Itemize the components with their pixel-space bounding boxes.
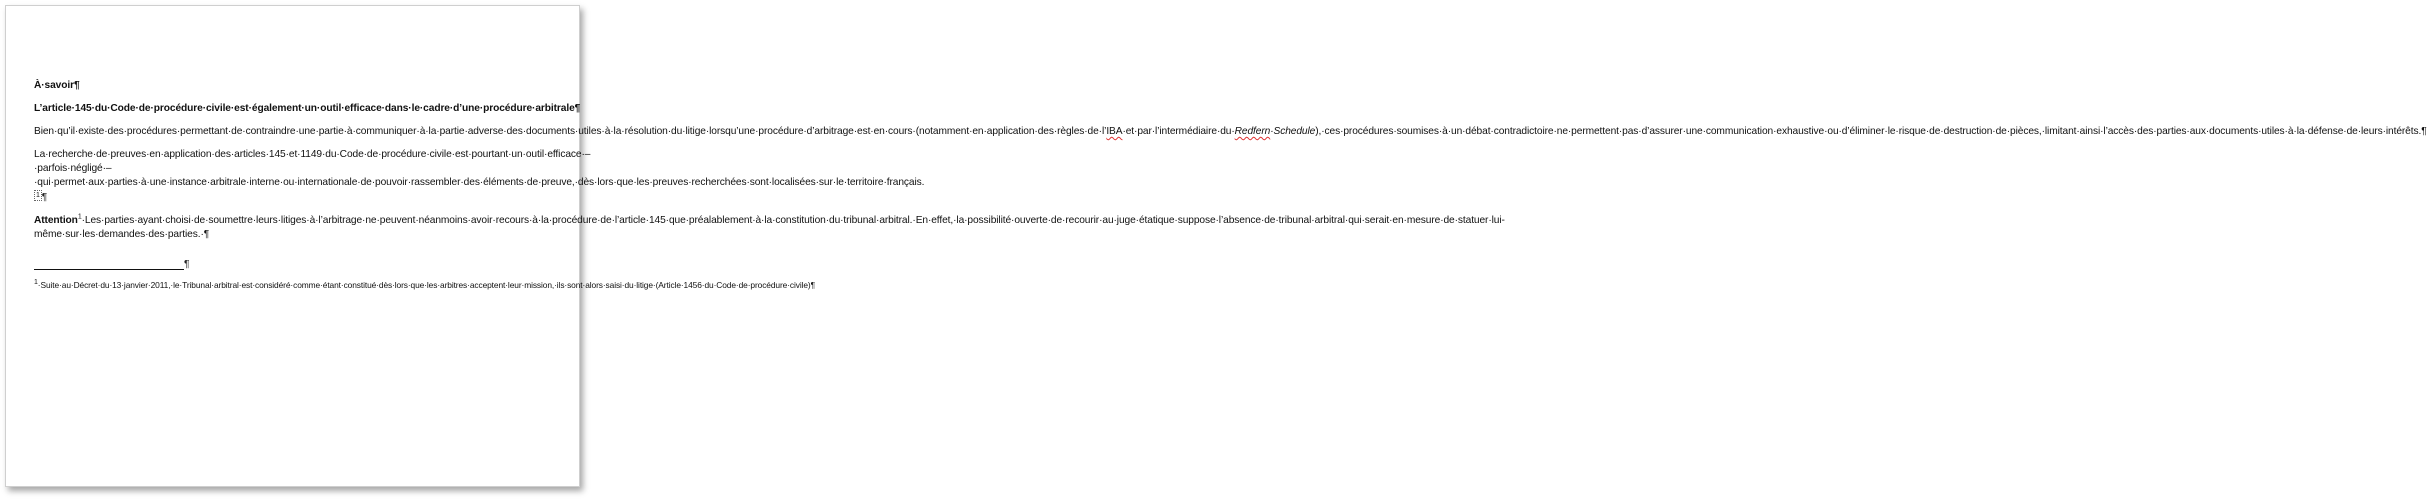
paragraph-recherche-text: La·recherche·de·preuves·en·application·des·articles·145·et·1149·du·Code·de·procédure·civile·est·pourtant·un·outil·efficace·–·parfois·négligé·–·qui·permet·aux·parties·à·une·instance·arbitrale·interne·ou·internationale·de·pouvoir·rassembler·des·éléments·de·preuve,·dès·lors·que·les·preuves·recherchées·sont·localisées·sur·le·territoire·français. bbox=[34, 149, 925, 188]
redfern-text: Redfern bbox=[1234, 126, 1271, 137]
paragraph-attention bbox=[34, 213, 1505, 242]
paragraph-procedures-text-3: ),·ces·procédures·soumises·à·un·débat·contradictoire·ne·permettent·pas·d’assurer·une·communication·exhaustive·ou·d’éliminer·le·risque·de·destruction·de·pièces,·limitant·ainsi·l’accès·des·parties·aux·documents·utiles·à·la·défense·de·leurs·intérêts.¶ bbox=[1315, 126, 2427, 137]
separator-paragraph-mark: ¶ bbox=[184, 259, 190, 270]
iba-text: IBA bbox=[1106, 126, 1123, 137]
footnote-reference[interactable]: 1 bbox=[36, 192, 40, 199]
schedule-text: ·Schedule bbox=[1270, 126, 1316, 137]
document-page bbox=[5, 5, 2427, 487]
paragraph-attention-text: ·Les·parties·ayant·choisi·de·soumettre·leurs·litiges·à·l’arbitrage·ne·peuvent·néanmoins·avoir·recours·à·la·procédure·de·l’article·145·que·préalablement·à·la·constitution·du·tribunal·arbitral.·En·effet,·la·possibilité·ouverte·de·recourir·au·juge·étatique·suppose·l’absence·de·tribunal·arbitral·qui·serait·en·mesure·de·statuer·lui-même·sur·les·demandes·des·parties.·¶ bbox=[34, 215, 1505, 240]
attention-footnote-marker[interactable]: 1 bbox=[77, 213, 82, 221]
footnote-marker: 1 bbox=[34, 279, 38, 287]
paragraph-procedures-text-2: ·et·par·l’intermédiaire·du· bbox=[1122, 126, 1235, 137]
footnote-separator bbox=[34, 258, 561, 272]
heading-article-145: L’article·145·du·Code·de·procédure·civile·est·également·un·outil·efficace·dans·le·cadre·d’une·procédure·arbitrale¶ bbox=[34, 103, 581, 114]
paragraph-recherche-preuves bbox=[34, 148, 925, 205]
footnote-separator-line bbox=[34, 269, 184, 270]
footnote-text bbox=[34, 279, 816, 291]
attention-label: Attention bbox=[34, 215, 78, 226]
footnote-body: ·Suite·au·Décret·du·13·janvier·2011,·le·Tribunal·arbitral·est·considéré·comme·étant·constitué·dès·lors·que·les·arbitres·acceptent·leur·mission,·ils·sont·alors·saisi·du·litige·(Article·1456·du·Code·de·procédure·civile)¶ bbox=[37, 280, 816, 290]
paragraph-mark: ¶ bbox=[41, 192, 48, 203]
paragraph-procedures-text-1: Bien·qu’il·existe·des·procédures·permettant·de·contraindre·une·partie·à·communiquer·à·la·partie·adverse·des·documents·utiles·à·la·résolution·du·litige·lorsqu’une·procédure·d’arbitrage·est·en·cours·(notamment·en·application·des·règles·de·l’ bbox=[34, 126, 1107, 137]
heading-a-savoir: À·savoir¶ bbox=[34, 80, 80, 91]
paragraph-procedures bbox=[34, 125, 2427, 139]
document-body[interactable] bbox=[34, 79, 2427, 291]
